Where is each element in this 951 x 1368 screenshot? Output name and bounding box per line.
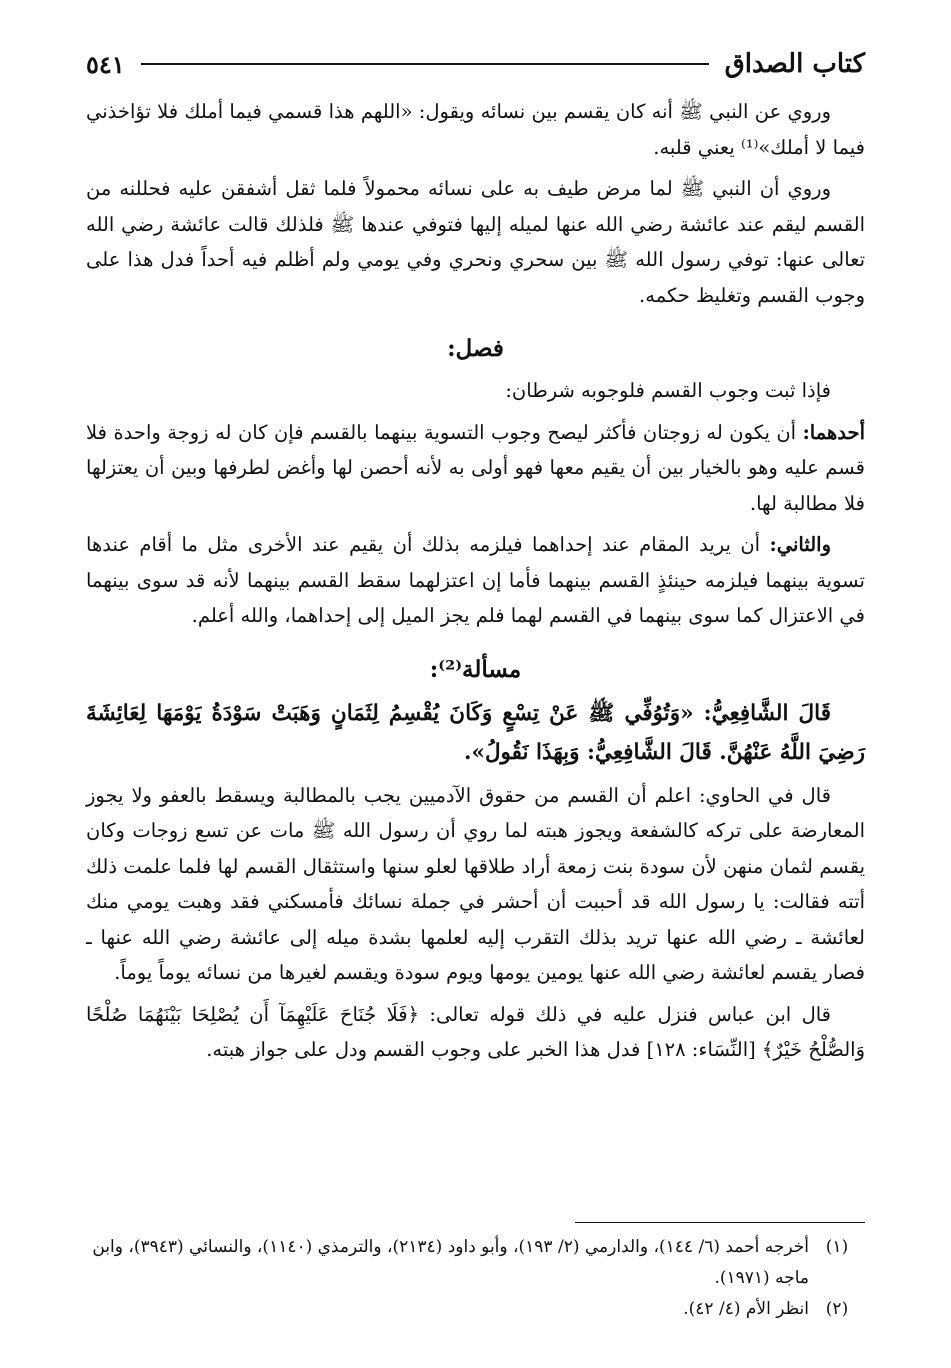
paragraph-7: قال ابن عباس فنزل عليه في ذلك قوله تعالى: ﴿فَلَا جُنَاحَ عَلَيْهِمَآ أَن يُصْلِحَا بَيْنَهُمَا صُلْحًا وَالصُّلْحُ خَيْرٌ﴾ [النِّسَاء: ١٢٨] فدل هذا الخبر على وجوب القسم ودل على جواز هبته. [86,1002,865,1061]
footnote-text: انظر الأم (٤/ ٤٢). [683,1299,809,1319]
footnote-2 [86,1294,865,1325]
paragraph-5-lead: والثاني: [769,533,831,556]
running-header [86,44,865,84]
page-number: ٥٤١ [86,49,125,79]
footnote-number: (٢) [825,1299,849,1319]
paragraph-6: قال في الحاوي: اعلم أن القسم من حقوق الآدميين يجب بالمطالبة ويسقط بالعفو ولا يجوز المعارضة على تركه كالشفعة ويجوز هبته لما روي أن رسول الله ﷺ مات عن تسع زوجات وكان يقسم لثمان منهن لأن سودة بنت زمعة أراد طلاقها لعلو سنها واستثقال القسم لها فلما علمت ذلك أتته فقالت: يا رسول الله قد أحببت أن أحشر في جملة نسائك فأمسكني فقد وهبت يومي منك لعائشة ـ رضي الله عنها تريد بذلك التقرب إليه لعلمها بشدة ميله إلى عائشة رضي الله عنها ـ فصار يقسم لعائشة رضي الله عنها يومين يومها ويوم سودة ويقسم لغيرها من نسائه يوماً يوماً. [86,783,865,984]
paragraph-4-lead: أحدهما: [802,420,865,444]
paragraph-2: وروي أن النبي ﷺ لما مرض طيف به على نسائه محمولاً فلما ثقل أشفقن عليه فحللنه من القسم ليقم عند عائشة رضي الله عنها لميله إليها فتوفي عندها ﷺ فلذلك قالت عائشة رضي الله تعالى عنها: توفي رسول الله ﷺ بين سحري ونحري وفي يومي ولم أظلم فيه أحداً فدل هذا على وجوب القسم وتغليظ حكمه. [86,177,865,307]
footnote-number: (١) [825,1237,849,1257]
main-text [86,94,865,1074]
footnote-1 [86,1232,865,1294]
paragraph-5-text: أن يريد المقام عند إحداهما فيلزمه بذلك أن يقيم عند الأخرى مثل ما أقام عندها تسوية بينهما فيلزمه حينئذٍ القسم بينهما فأما إن اعتزلهما سقط القسم بينهما لأنه قد سوى بينهما في الاعتزال كما سوى بينهما في القسم لهما فلم يجز الميل إلى إحداهما، والله أعلم. [86,533,865,627]
paragraph-1: وروي عن النبي ﷺ أنه كان يقسم بين نسائه ويقول: «اللهم هذا قسمي فيما أملك فلا تؤاخذني فيما لا أملك»⁽¹⁾ يعني قلبه. [86,100,865,159]
footnotes [86,1232,865,1325]
matn-text: قَالَ الشَّافِعِيُّ: «وَتُوُفِّي ﷺ عَنْ تِسْعٍ وَكَانَ يُقْسِمُ لِثَمَانٍ وَهَبَتْ سَوْدَةُ يَوْمَهَا لِعَائِشَةَ رَضِيَ اللَّهُ عَنْهُنَّ. قَالَ الشَّافِعِيُّ: وَبِهَذَا نَقُولُ». [86,700,865,765]
paragraph-4 [86,415,865,522]
paragraph-4-text: أن يكون له زوجتان فأكثر ليصح وجوب التسوية بينهما بالقسم فإن كان له زوجة واحدة فلا قسم عليه وهو بالخيار بين أن يقيم معها فهو أولى به لأنه أحصن لها وأغض لطرفها وبين أن يعتزلها فلا مطالبة لها. [86,420,865,515]
section-heading-fasl: فصل: [447,335,504,362]
paragraph-5 [86,527,865,634]
footnote-separator [575,1222,865,1223]
paragraph-3: فإذا ثبت وجوب القسم فلوجوبه شرطان: [505,379,831,402]
header-rule [141,63,709,65]
footnote-text: أخرجه أحمد (٦/ ١٤٤)، والدارمي (٢/ ١٩٣)، وأبو داود (٢١٣٤)، والترمذي (١١٤٠)، والنسائي (٣٩٤٣)، وابن ماجه (١٩٧١). [92,1237,809,1288]
chapter-title: كتاب الصداق [724,49,865,79]
section-heading-masala: مسألة⁽²⁾: [429,655,522,683]
